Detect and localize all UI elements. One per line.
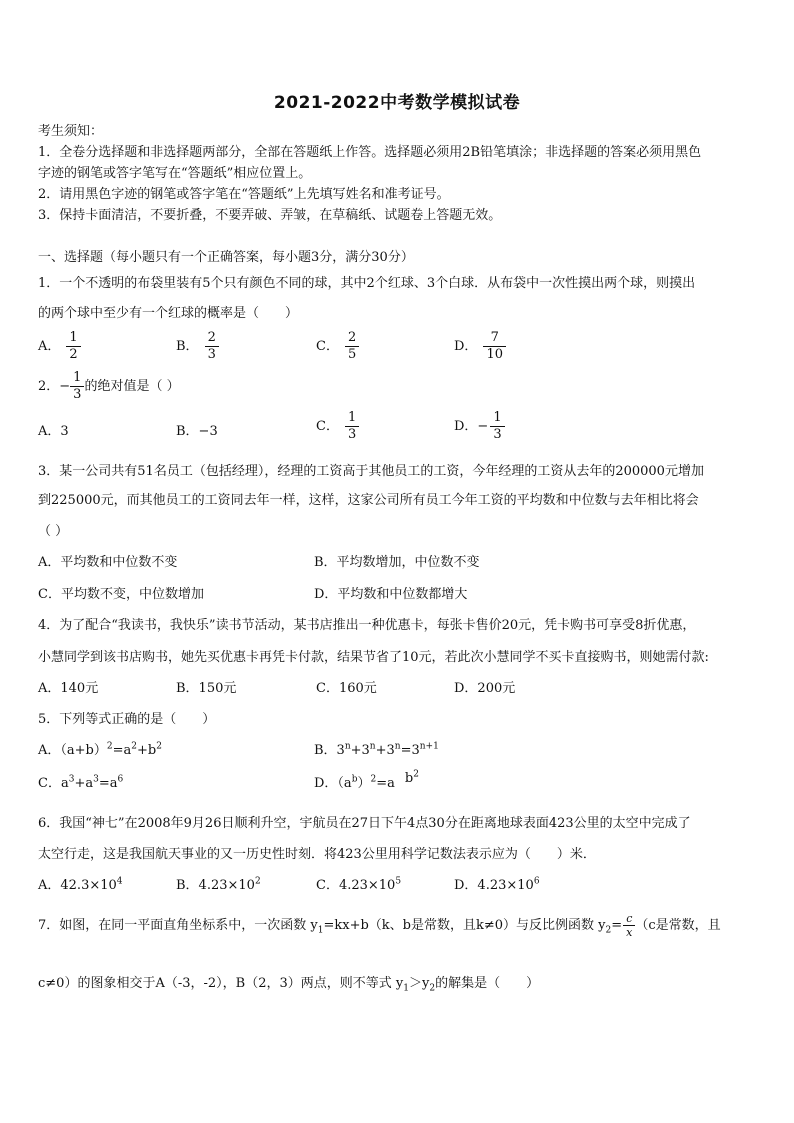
q3-option-c[interactable]: C．平均数不变，中位数增加 — [38, 587, 204, 602]
q1-option-d[interactable] — [454, 330, 506, 363]
option-label: B． — [176, 339, 199, 354]
numerator: 2 — [207, 330, 216, 345]
text: D．4.23×10 — [454, 878, 534, 893]
text: B．4.23×10 — [176, 878, 255, 893]
exponent: 2 — [413, 769, 419, 780]
fraction — [70, 370, 84, 403]
exponent: 4 — [116, 876, 123, 887]
text: +3 — [375, 743, 395, 758]
text: 7．如图，在同一平面直角坐标系中，一次函数 y — [38, 918, 318, 933]
numerator: 7 — [490, 330, 499, 345]
instructions-heading: 考生须知： — [38, 124, 104, 139]
option-label: A． — [38, 339, 61, 354]
q6-option-a[interactable] — [38, 874, 123, 893]
q3-stem-line-1: 3．某一公司共有51名员工（包括经理），经理的工资高于其他员工的工资，今年经理的工资从去年的200000元增加 — [38, 464, 704, 479]
text: 的解集是（ ） — [435, 976, 540, 991]
text: B．3 — [314, 743, 345, 758]
text: C．4.23×10 — [316, 878, 396, 893]
q5-option-a[interactable] — [38, 739, 162, 758]
q5-options-row-2 — [38, 769, 758, 798]
text: +a — [74, 776, 94, 791]
q6-stem-line-1: 6．我国“神七”在2008年9月26日顺利升空，宇航员在27日下午4点30分在距离地球表面423公里的太空中完成了 — [38, 816, 691, 831]
exponent: n+1 — [419, 741, 439, 752]
q7-stem-line-2 — [38, 972, 540, 994]
text: =a — [98, 776, 118, 791]
text: =a — [112, 743, 132, 758]
q1-stem-line-2: 的两个球中至少有一个红球的概率是（ ） — [38, 306, 299, 321]
text: +3 — [350, 743, 370, 758]
q5-option-d[interactable] — [314, 769, 419, 791]
q1-option-b[interactable] — [176, 330, 219, 363]
exponent: 6 — [533, 876, 540, 887]
numerator: 1 — [73, 370, 82, 385]
q4-stem-line-2: 小慧同学到该书店购书，她先买优惠卡再凭卡付款，结果节省了10元，若此次小慧同学不买卡直接购书，则她需付款: — [38, 650, 709, 665]
text: =3 — [400, 743, 420, 758]
q4-stem-line-1: 4．为了配合“我读书，我快乐”读书节活动，某书店推出一种优惠卡，每张卡售价20元，凭卡购书可享受8折优惠， — [38, 618, 696, 633]
denominator: 2 — [66, 346, 80, 363]
exponent: 2 — [106, 741, 113, 752]
q2-option-a[interactable]: A．3 — [38, 424, 69, 439]
q3-stem-line-3: （ ） — [38, 524, 69, 539]
q3-options-row-1 — [38, 551, 758, 577]
fraction — [205, 330, 219, 363]
q5-options-row-1 — [38, 739, 758, 765]
text: A．42.3×10 — [38, 878, 117, 893]
exponent: 6 — [117, 774, 124, 785]
exponent: b — [351, 774, 358, 785]
text: +b — [136, 743, 157, 758]
exponent: 3 — [93, 774, 99, 785]
q2-options — [38, 410, 758, 450]
denominator: x — [623, 925, 635, 939]
exponent: 2 — [156, 741, 162, 752]
text: = — [611, 918, 623, 933]
q3-option-d[interactable]: D．平均数和中位数都增大 — [314, 587, 468, 602]
exponent: n — [369, 741, 376, 752]
q6-stem-line-2: 太空行走，这是我国航天事业的又一历史性时刻．将423公里用科学记数法表示应为（ ）米． — [38, 847, 596, 862]
text: C．a — [38, 776, 69, 791]
q4-option-a[interactable]: A．140元 — [38, 681, 99, 696]
instruction-1-line-1: 1．全卷分选择题和非选择题两部分，全部在答题纸上作答。选择题必须用2B铅笔填涂；非选择题的答案必须用黑色 — [38, 145, 702, 160]
q6-option-d[interactable] — [454, 874, 540, 893]
fraction — [483, 330, 506, 363]
q7-stem-line-1 — [38, 912, 721, 939]
q4-option-b[interactable]: B．150元 — [176, 681, 237, 696]
q6-options — [38, 874, 758, 900]
subscript: 1 — [403, 983, 409, 994]
numerator: 2 — [347, 330, 357, 345]
subscript: 2 — [605, 925, 612, 936]
q2-option-d[interactable] — [454, 410, 505, 443]
exponent: 3 — [68, 774, 75, 785]
q2-prefix: 2．− — [38, 379, 71, 394]
denominator: 3 — [345, 426, 359, 443]
numerator: c — [626, 912, 633, 925]
text: =kx+b（k、b是常数，且k≠0）与反比例函数 y — [323, 918, 606, 933]
text: b — [404, 771, 414, 786]
q4-options — [38, 677, 758, 703]
subscript: 2 — [429, 983, 436, 994]
q4-option-c[interactable]: C．160元 — [316, 681, 377, 696]
q3-option-a[interactable]: A．平均数和中位数不变 — [38, 555, 178, 570]
text: c≠0）的图象相交于A（-3，-2），B（2，3）两点，则不等式 y — [38, 976, 404, 991]
q3-option-b[interactable]: B．平均数增加，中位数不变 — [314, 555, 480, 570]
q5-stem: 5．下列等式正确的是（ ） — [38, 712, 216, 727]
instruction-3: 3．保持卡面清洁，不要折叠，不要弄破、弄皱，在草稿纸、试题卷上答题无效。 — [38, 208, 502, 223]
option-label: C． — [316, 419, 339, 434]
fraction — [623, 912, 635, 939]
text: （c是常数，且 — [635, 918, 721, 933]
denominator: 10 — [483, 346, 506, 363]
numerator: 1 — [347, 410, 357, 425]
denominator: 3 — [490, 426, 504, 443]
section-heading: 一、选择题（每小题只有一个正确答案，每小题3分，满分30分） — [38, 250, 414, 265]
fraction — [490, 410, 504, 443]
exponent: n — [394, 741, 401, 752]
q2-suffix: 的绝对值是（ ） — [84, 379, 180, 394]
q1-option-a[interactable] — [38, 330, 81, 363]
q2-option-c[interactable] — [316, 410, 359, 443]
q2-option-b[interactable]: B．−3 — [176, 424, 218, 439]
denominator: 3 — [70, 386, 84, 403]
option-label: D． — [454, 339, 478, 354]
page-title: 2021-2022中考数学模拟试卷 — [273, 93, 521, 113]
denominator: 5 — [345, 346, 359, 363]
text: ） — [357, 776, 371, 791]
text: D．（a — [314, 776, 352, 791]
exponent: 2 — [370, 774, 377, 785]
instruction-1-line-2: 字迹的钢笔或答字笔写在“答题纸”相应位置上。 — [38, 166, 312, 181]
q4-option-d[interactable]: D．200元 — [454, 681, 516, 696]
q6-option-b[interactable] — [176, 874, 261, 893]
text: A．（a+b） — [38, 743, 107, 758]
fraction — [66, 330, 80, 363]
denominator: 3 — [205, 346, 219, 363]
text: =a — [376, 776, 395, 791]
q6-option-c[interactable] — [316, 874, 401, 893]
fraction — [345, 330, 359, 363]
q2-stem — [38, 370, 180, 403]
numerator: 1 — [493, 410, 502, 425]
option-label: D．− — [454, 419, 489, 434]
exponent: 5 — [395, 876, 402, 887]
instruction-2: 2．请用黑色字迹的钢笔或答字笔在“答题纸”上先填写姓名和准考证号。 — [38, 187, 450, 202]
option-label: C． — [316, 339, 339, 354]
text: ＞y — [408, 976, 430, 991]
fraction — [345, 410, 359, 443]
q3-options-row-2 — [38, 583, 758, 609]
subscript: 1 — [317, 925, 324, 936]
q5-option-b[interactable] — [314, 739, 439, 758]
text — [405, 771, 419, 786]
exponent: n — [344, 741, 351, 752]
q1-options — [38, 326, 758, 366]
q5-option-c[interactable] — [38, 772, 123, 791]
q1-stem-line-1: 1．一个不透明的布袋里装有5个只有颜色不同的球，其中2个红球、3个白球．从布袋中一次性摸出两个球，则摸出 — [38, 276, 696, 291]
exponent: 2 — [254, 876, 261, 887]
q3-stem-line-2: 到225000元，而其他员工的工资同去年一样，这样，这家公司所有员工今年工资的平均数和中位数与去年相比将会 — [38, 493, 699, 508]
q1-option-c[interactable] — [316, 330, 359, 363]
exponent: 2 — [131, 741, 137, 752]
numerator: 1 — [69, 330, 78, 345]
